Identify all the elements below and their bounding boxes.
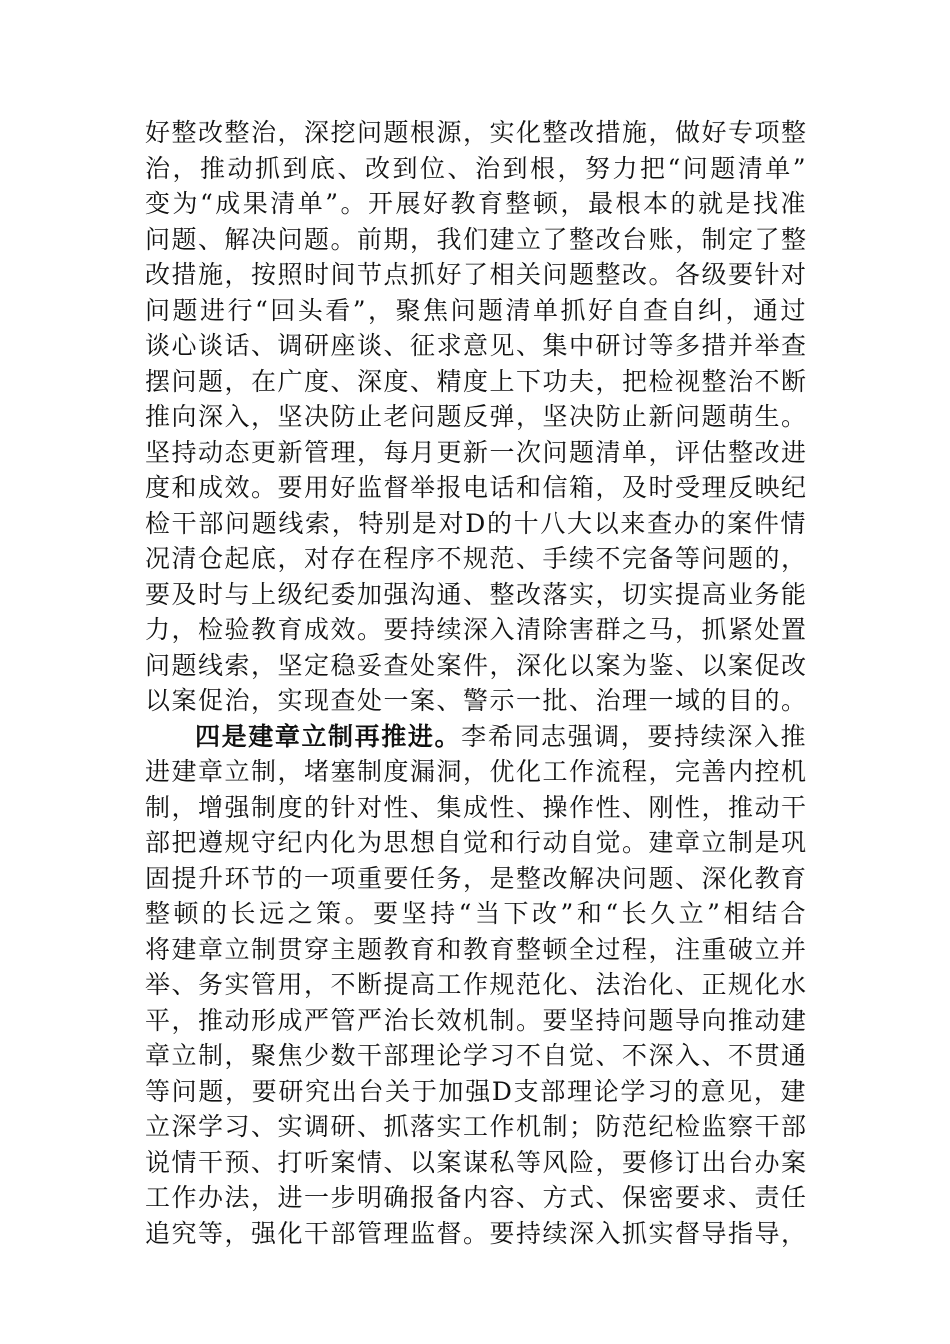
text-line: 况清仓起底，对存在程序不规范、手续不完备等问题的，: [145, 544, 808, 573]
text-line: 摆问题，在广度、深度、精度上下功夫，把检视整治不断: [145, 366, 808, 396]
paragraph-2-first-line: [145, 719, 807, 755]
text-line: 章立制，聚焦少数干部理论学习不自觉、不深入、不贯通: [145, 1041, 808, 1070]
document-page: [145, 115, 807, 1251]
text-line: 平，推动形成严管严治长效机制。要坚持问题导向推动建: [145, 1005, 808, 1035]
text-line: 力，检验教育成效。要持续深入清除害群之马，抓紧处置: [145, 615, 808, 644]
text-line: 以案促治，实现查处一案、警示一批、治理一域的目的。: [145, 686, 808, 715]
text-line: 整顿的长远之策。要坚持“当下改”和“长久立”相结合: [145, 899, 807, 928]
text-line: 问题、解决问题。前期，我们建立了整改台账，制定了整: [145, 224, 808, 254]
text-line: 工作办法，进一步明确报备内容、方式、保密要求、责任: [145, 1183, 808, 1212]
text-line: 将建章立制贯穿主题教育和教育整顿全过程，注重破立并: [145, 934, 808, 964]
text-line: 举、务实管用，不断提高工作规范化、法治化、正规化水: [145, 970, 808, 999]
text-line: 追究等，强化干部管理监督。要持续深入抓实督导指导，: [145, 1218, 808, 1248]
text-line: 改措施，按照时间节点抓好了相关问题整改。各级要针对: [145, 260, 808, 289]
text-line: 部把遵规守纪内化为思想自觉和行动自觉。建章立制是巩: [145, 828, 808, 857]
text-line: 等问题，要研究出台关于加强D支部理论学习的意见，建: [145, 1076, 807, 1106]
text-line: 好整改整治，深挖问题根源，实化整改措施，做好专项整: [145, 118, 808, 147]
paragraph-2: [145, 719, 807, 1252]
text-line: 说情干预、打听案情、以案谋私等风险，要修订出台办案: [145, 1147, 808, 1177]
text-line: 固提升环节的一项重要任务，是整改解决问题、深化教育: [145, 863, 808, 893]
text-line: 进建章立制，堵塞制度漏洞，优化工作流程，完善内控机: [145, 757, 808, 786]
paragraph-2-first-line-text: 李希同志强调，要持续深入推: [461, 721, 807, 751]
paragraph-heading: 四是建章立制再推进。: [195, 721, 462, 751]
text-line: 检干部问题线索，特别是对D的十八大以来查办的案件情: [145, 508, 807, 538]
text-line: 治，推动抓到底、改到位、治到根，努力把“问题清单”: [145, 153, 807, 183]
text-line: 问题线索，坚定稳妥查处案件，深化以案为鉴、以案促改: [145, 650, 808, 680]
text-line: 要及时与上级纪委加强沟通、整改落实，切实提高业务能: [145, 579, 808, 609]
text-line: 推向深入，坚决防止老问题反弹，坚决防止新问题萌生。: [145, 402, 808, 431]
text-line: 坚持动态更新管理，每月更新一次问题清单，评估整改进: [145, 437, 808, 467]
text-line: 度和成效。要用好监督举报电话和信箱，及时受理反映纪: [145, 473, 808, 502]
text-line: 变为“成果清单”。开展好教育整顿，最根本的就是找准: [145, 189, 807, 218]
text-line: 问题进行“回头看”，聚焦问题清单抓好自查自纠，通过: [145, 295, 807, 325]
paragraph-1: [145, 115, 807, 719]
text-line: 制，增强制度的针对性、集成性、操作性、刚性，推动干: [145, 792, 808, 822]
text-line: 立深学习、实调研、抓落实工作机制；防范纪检监察干部: [145, 1112, 808, 1141]
text-line: 谈心谈话、调研座谈、征求意见、集中研讨等多措并举查: [145, 331, 808, 360]
